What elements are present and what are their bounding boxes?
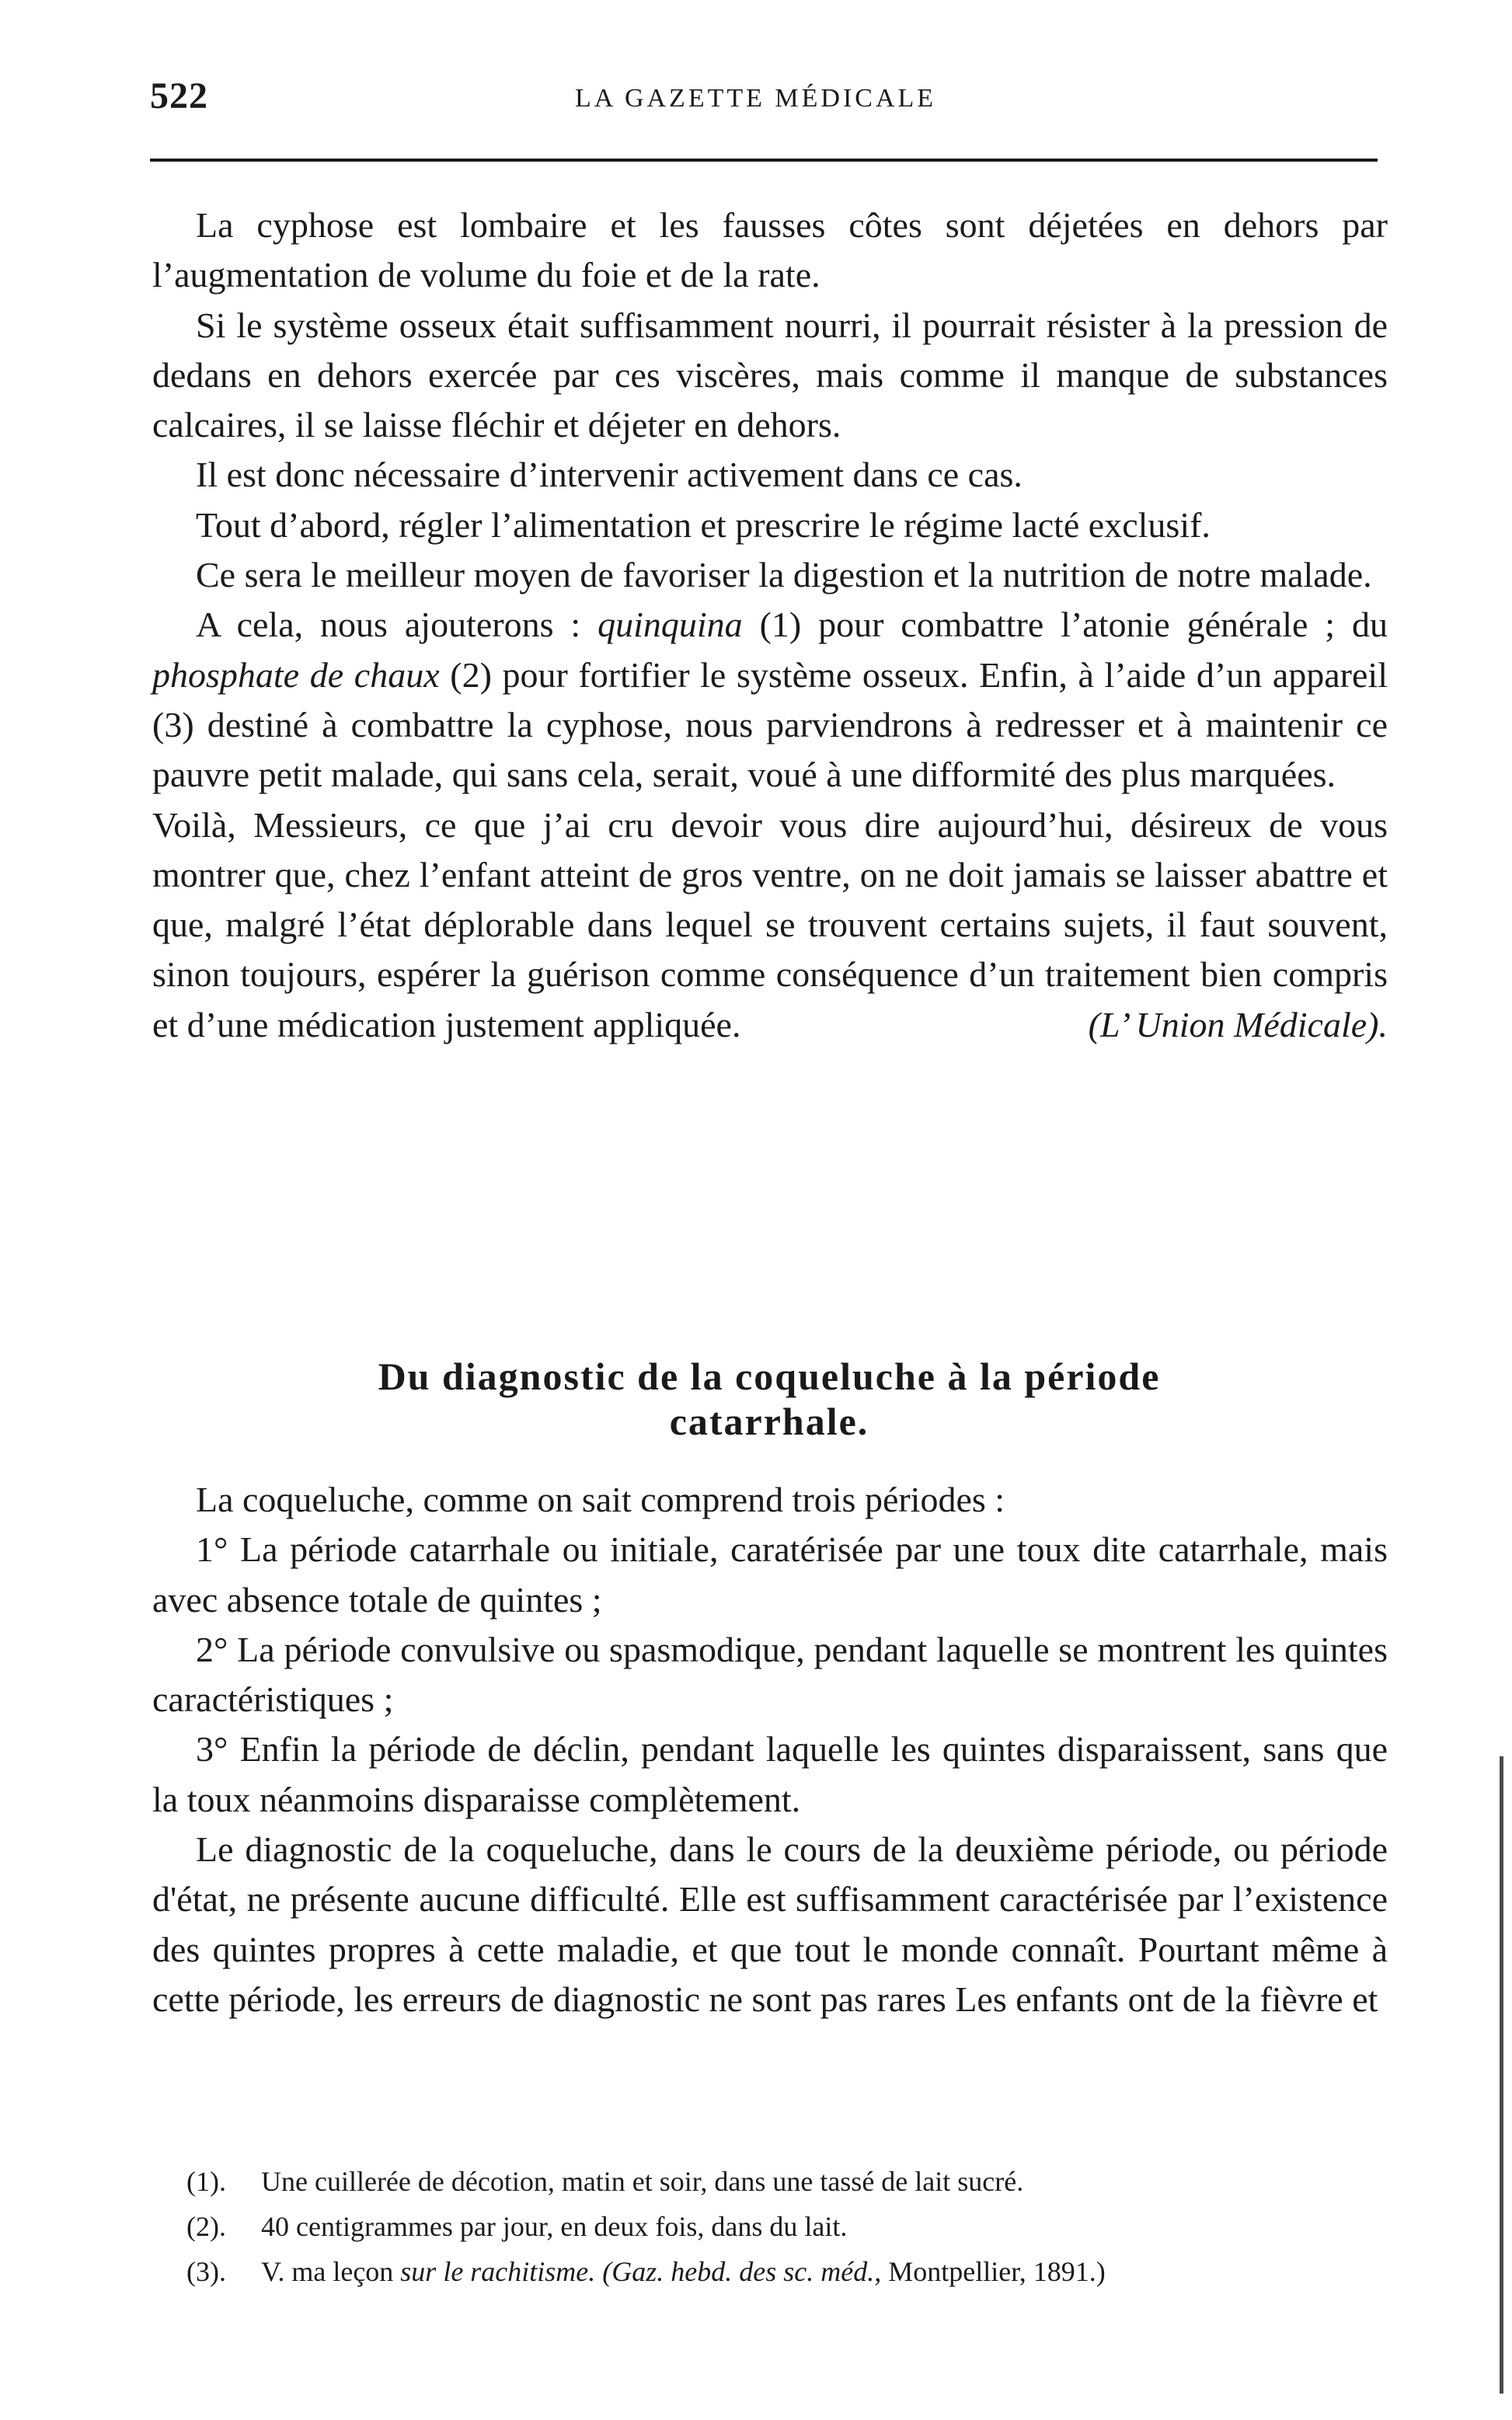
paragraph: Ce sera le meilleur moyen de favoriser la digestion et la nutrition de notre malade.: [196, 555, 1372, 595]
footnote: [186, 2204, 1383, 2249]
footnote-text: V. ma leçon: [261, 2256, 401, 2287]
paragraph: La coqueluche, comme on sait comprend trois périodes :: [196, 1480, 1005, 1519]
closing-paragraph: [152, 800, 1388, 1050]
source-citation: (L’ Union Médicale).: [1088, 1004, 1388, 1044]
paragraph: 3° Enfin la période de déclin, pendant laquelle les quintes disparaissent, sans que la toux néanmoins disparaisse complètement.: [152, 1729, 1388, 1819]
paragraph: Il est donc nécessaire d’intervenir activement dans ce cas.: [196, 455, 1023, 495]
section-heading: [186, 1354, 1352, 1444]
footnote-work-title: sur le rachitisme.: [400, 2256, 596, 2287]
remedy-quinquina: quinquina: [597, 605, 743, 645]
section-heading-line: catarrhale.: [669, 1400, 869, 1443]
footnote: [186, 2159, 1383, 2204]
running-title: LA GAZETTE MÉDICALE: [575, 84, 937, 113]
closing-text: Voilà, Messieurs, ce que j’ai cru devoir vous dire aujourd’hui, désireux de vous montrer que, chez l’enfant atteint de gros ventre, on ne doit jamais se laisser abattre et que, malgré l’état déplorable dans lequel se trouvent certains sujets, il faut souvent, sinon toujours, espérer la guérison comme conséquence d’un traitement bien compris et d’une médication justement appliquée.: [152, 804, 1388, 1044]
section-heading-line: Du diagnostic de la coqueluche à la période: [378, 1355, 1161, 1398]
footnote: [186, 2249, 1383, 2294]
remedy-phosphate: phosphate de chaux: [152, 654, 440, 695]
treatment-intro: A cela, nous ajouterons :: [196, 605, 598, 645]
footnote-text: Montpellier, 1891.): [881, 2256, 1106, 2287]
treatment-text: (2) pour fortifier le système osseux. Enfin, à l’aide d’un appareil (3) destiné à combattre la cyphose, nous parviendrons à redresser et à maintenir ce pauvre petit malade, qui sans cela, serait, voué à une difformité des plus marquées.: [152, 654, 1388, 795]
article-conclusion: [152, 201, 1388, 1050]
treatment-text: (1) pour combattre l’atonie générale ; du: [742, 605, 1388, 645]
page-number: 522: [150, 75, 208, 117]
footnote-number: (3).: [186, 2256, 226, 2287]
footnotes: [186, 2159, 1383, 2294]
footnote-text: Une cuillerée de décotion, matin et soir, dans une tassé de lait sucré.: [261, 2166, 1024, 2197]
paragraph: Si le système osseux était suffisamment nourri, il pourrait résister à la pression de dedans en dehors exercée par ces viscères, mais comme il manque de substances calcaires, il se laisse fléchir et déjeter en dehors.: [152, 305, 1388, 445]
footnote-reference: (Gaz. hebd. des sc. méd.,: [602, 2256, 882, 2287]
footnote-text: 40 centigrammes par jour, en deux fois, dans du lait.: [261, 2211, 848, 2242]
footnote-number: (2).: [186, 2211, 226, 2242]
header-rule: [150, 159, 1378, 162]
treatment-paragraph: [152, 600, 1388, 800]
paragraph: Tout d’abord, régler l’alimentation et prescrire le régime lacté exclusif.: [196, 504, 1211, 545]
paragraph: 1° La période catarrhale ou initiale, caratérisée par une toux dite catarrhale, mais avec absence totale de quintes ;: [152, 1529, 1388, 1620]
paragraph: Le diagnostic de la coqueluche, dans le cours de la deuxième période, ou période d'état, ne présente aucune difficulté. Elle est suffisamment caractérisée par l’existence des quintes propres à cette maladie, et que tout le monde connaît. Pourtant même à cette période, les erreurs de diagnostic ne sont pas rares Les enfants ont de la fièvre et: [152, 1829, 1388, 2019]
paragraph: La cyphose est lombaire et les fausses côtes sont déjetées en dehors par l’augmentation de volume du foie et de la rate.: [152, 205, 1388, 295]
section-body: [152, 1475, 1388, 2024]
scan-edge-shadow: [1500, 1756, 1503, 2394]
footnote-number: (1).: [186, 2166, 226, 2197]
paragraph: 2° La période convulsive ou spasmodique, pendant laquelle se montrent les quintes caractéristiques ;: [152, 1629, 1388, 1720]
